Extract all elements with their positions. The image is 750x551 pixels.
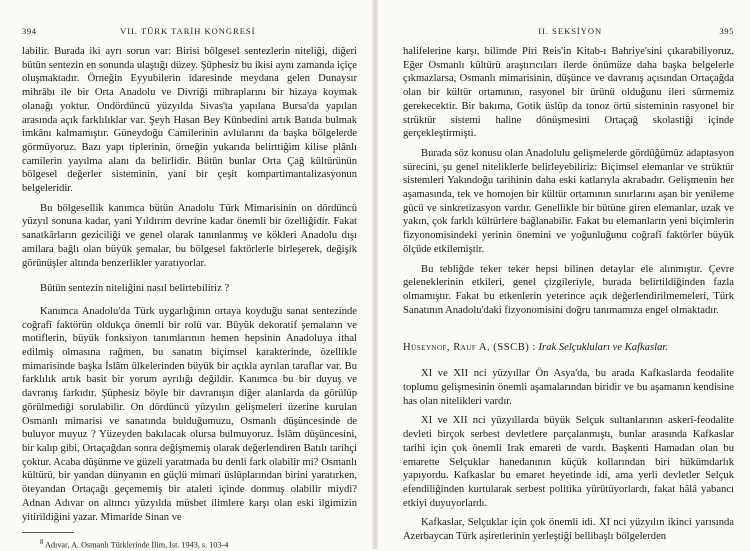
left-paragraph-3: Kanımca Anadolu'da Türk uygarlığının ortaya koyduğu sanat sentezinde coğrafî faktörün oldukça önemli bir rolü var. Büyük dekoratif şemaların ve motiflerin, büyük fonksiyon tanımlarının hemen hepsinin Anadoluya ithal edilmiş olmasına rağmen, bu sanatın biçimsel karakterinde, özellikle mimarisinde başka İslâm ülkelerinden büyük bir açıkla ayrılan taraflar var. Bu farklılık artık basit bir yorum ayrılığı değildir. Kanımca bu bir duyuş ve davranış farkıdır. Şüphesiz böyle bir davranışın diğer alanlarda da görülüp görülmediği sorulabilir. On dördüncü yüzyılın gelişmeleri üzerine kurulan Osmanlı mimarisi ve sanatında bulduğumuzu, Osmanlı düşüncesinde de buluyor muyuz ? Yüzeyden bakılacak olursa bulmuyoruz. İslâm düşüncesini, bir kalıp gibi, Ortaçağdan sonra değişmemiş olarak değerlendiren Batılı tarihçi çoktur. Acaba düşünme ve güzeli yaratmada bu denli fark olabilir mi? Osmanlı kültürü, bir yandan dünyanın en güçlü mimari üslûplarından birini yaratırken, öteyandan Ortaçağı geçememiş bir ataleti içinde donmuş olabilir miydi? Adnan Adıvar on altıncı yüzyılda müsbet ilimlere karşı olan eski ilgimizin yitirildiğini yazar. Mimaride Sinan ve [22, 305, 357, 523]
footnote-rule [22, 532, 74, 533]
section-author: Hüseynof, Rauf A. (SSCB) : [403, 342, 536, 354]
right-paragraph-5: XI ve XII nci yüzyıllarda büyük Selçuk sultanlarının askerî-feodalite devleti birçok serbest devletlere parçalanmıştı, bunlar arasında Kafkaslar tarihi için çok önemli Irak emareti de vardı. Başkenti Hamadan olan bu emarette Selçuklar hanedanının küçük kollarından biri hükümdarlık yapıyordu. Kafkaslar bu emaret heyetinde idi, ama yerli devletler Selçuk efendiliğinden kurtularak serbest politika yürütüyorlardı, fakat hâlâ yabancı etkiyi duyuyorlardı. [403, 415, 734, 509]
right-page-number: 395 [719, 26, 734, 36]
section-title: Irak Selçukluları ve Kafkaslar. [538, 342, 668, 354]
left-page-body [22, 45, 357, 551]
right-page [375, 0, 750, 549]
right-page-header [403, 26, 734, 40]
right-page-body [403, 45, 734, 544]
left-page-header [22, 26, 357, 40]
left-subheading: Bütün sentezin niteliğini nasıl belirtebiliriz ? [40, 283, 230, 295]
footnote-marker: 8 [40, 539, 44, 547]
right-running-head: II. SEKSİYON [538, 26, 603, 36]
left-page-number: 394 [22, 26, 37, 36]
left-page [0, 0, 375, 549]
right-paragraph-2: Burada söz konusu olan Anadolulu gelişmelerde gördüğümüz adaptasyon sürecini, şu genel niteliklerle belirleyebiliriz: Biçimsel elemanlar ve strüktür sistemleri Yakındoğu tarihinin daha eski katlarıyla akrabadır. Gelişmenin her aşamasında, tek ve homojen bir kültür ortamının sınırlarını aşan bir yenileme gücü ve sinkretizasyon vardır. Genellikle bir bütüne giren elemanlar, uzak ve yakın, çok farklı kültürlere bağlanabilir. Fakat bu elemanların yeni biçimlerin fizyonomisindeki yerinin önemini ve yoğunluğunu coğrafî faktörler büyük ölçüde etkilemiştir. [403, 147, 734, 255]
section-heading [403, 341, 734, 355]
right-paragraph-6: Kafkaslar, Selçuklar için çok önemli idi. XI nci yüzyılın ikinci yarısında Azerbaycan Türk aşiretlerinin yerleştiği bellibaşlı bölgelerden [403, 517, 734, 543]
right-paragraph-3: Bu tebliğde teker teker hepsi bilinen detaylar ele alınmıştır. Çevre geleneklerinin etkileri, genel çizgileriyle, burada belirtildiğinden fazla olmamıştır. Fakat bu etkenlerin yeterince açık değerlendirilmemeleri, Türk Sanatının Anadolu'daki fizyonomisini doğru tanımamıza engel olmaktadır. [403, 263, 734, 316]
left-paragraph-2: Bu bölgesellik kanımca bütün Anadolu Türk Mimarisinin on dördüncü yüzyıl sonuna kadar, yani Yıldırım devrine kadar önemli bir özelliğidir. Fakat sanatkârların geziciliği ve genel olarak tanınlanmış ve kökleri Anadolu dışı amilara bağlı olan büyük şemalar, bu bölgesel faktörlerle birleşerek, değişik görünüşler altında benzerlikler yaratıyorlar. [22, 202, 357, 269]
footnote-text: Adıvar, A. Osmanlı Türklerinde İlim, İst. 1943, s. 103-4 [45, 540, 229, 550]
right-paragraph-4: XI ve XII nci yüzyıllar Ön Asya'da, bu arada Kafkaslarda feodalite toplumu gelişmesinin önemli aşamalarından biridir ve bu aşamanın kendisine has olan nitelikleri vardır. [403, 368, 734, 407]
left-paragraph-1: labilir. Burada iki ayrı sorun var: Birisi bölgesel sentezlerin niteliği, diğeri bütün sentezin en sonunda ulaştığı düzey. Şüphesiz bu ikisi aynı zamanda içiçe oluşmaktadır. Örneğin Eyyubilerin idaresinde meydana gelen Dunaysır mihrâbı ile bir Orta Anadolu ve Divriği mihraplarını bir hizaya koymak olanağı yoktur. Ondördüncü yüzyılda Sivas'ta yapılana Bursa'da yapılan arasında açık farklılıklar var. Şeyh Hasan Bey Künbedini artık Batıda bulmak imkânı kalmamıştır. Güneydoğu Camilerinin avlularını da başka bölgelerde görmüyoruz. Bazı yapı tiplerinin, örneğin yukarıda belirttiğim kilise plânlı camilerin yayılma alanı da belirlidir. Bütün bunlar Orta Çağ kültürünün bölgesel değerler sisteminin, yani bir çeşit kompartimantalizasyonun belgeleridir. [22, 46, 357, 195]
right-paragraph-1: halifelerine karşı, bilimde Piri Reis'in Kitab-ı Bahriye'sini çıkarabiliyoruz. Eğer Osmanlı kültürü araştırıcıları ilerde önümüze daha başka belgelerle çıkmazlarsa, Osmanlı mimarisinin, düşünce ve davranış açısından Ortaçağda olan bir kültür ortamının, rasyonel bir ürünü olduğunu ileri sürmemiz gerekecektir. Bir bakıma, Gotik üslûp da tonoz örtü sisteminin rasyonel bir strüktür sistemi haline dönüşmesini Ortaçağ skolastiği içinde gerçekleştirmişti. [403, 46, 734, 140]
left-running-head: VII. TÜRK TARİH KONGRESİ [120, 26, 256, 36]
